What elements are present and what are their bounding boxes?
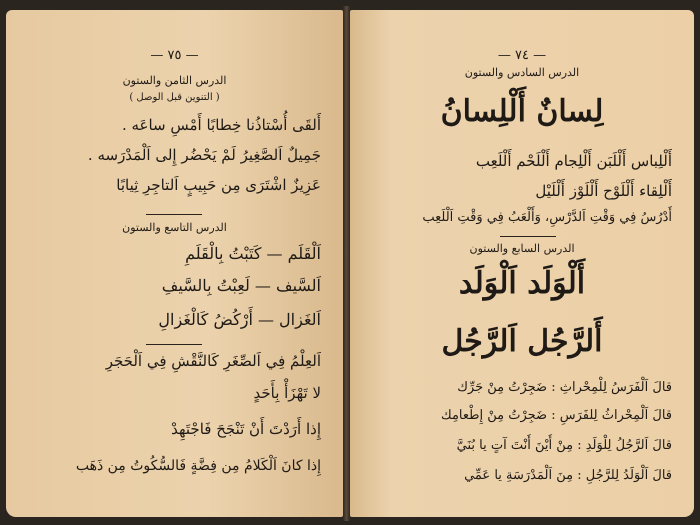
text-line: اَلسَّيف — لَعِبْتُ بِالسَّيفِ	[161, 276, 321, 295]
divider	[500, 236, 556, 237]
page-number: — ٧٥ —	[150, 48, 199, 63]
text-line: قالَ اَلْوَلَدُ لِلرَّجُلِ : مِنَ اَلْمَدْرَسَةِ يا عَمِّي	[464, 468, 672, 483]
text-line: قالَ اَلْمِحْراثُ لِلفَرَسِ : ضَجِرْتُ مِنْ إِطْعامِك	[441, 408, 672, 423]
right-page	[350, 10, 694, 517]
text-line: أَدْرُسُ فِي وَقْتِ اَلدَّرْسِ، وَأَلْعَبُ فِي وَقْتِ اَلْلَعِب	[422, 210, 672, 225]
text-line: إِذا كانَ اَلْكَلامُ مِن فِضَّةٍ فَالسُّكُوتُ مِن ذَهَب	[75, 458, 321, 474]
left-page	[6, 10, 343, 517]
text-line: أَلْلِباس أَلْلَبَن أَلْلِجام أَلْلَحْم أَلْلَعِب	[475, 152, 672, 170]
lesson-67-heading-1: أَلْوَلَد اَلْوَلَد	[458, 266, 586, 301]
lesson-66-title: الدرس السادس والستون	[464, 66, 580, 79]
text-line: أَلْلِقاء أَلْلَوْح أَلْلَوْز أَلْلَيْل	[535, 182, 672, 200]
text-line: جَمِيلٌ اَلصَّغِيرُ لَمْ يَحْضُر إِلى اَلْمَدْرَسه .	[87, 146, 321, 164]
lesson-69-title: الدرس التاسع والستون	[122, 221, 227, 234]
text-line: اَلغَزال — أَرْكُضُ كَالْغَزالِ	[158, 310, 321, 329]
lesson-68-subtitle: ( التنوين قبل الوصل )	[129, 92, 220, 103]
text-line: لا تَهْزَأْ بِأَحَدٍ	[253, 384, 321, 402]
text-line: اَلْقَلَم — كَتَبْتُ بِالْقَلَمِ	[185, 244, 321, 263]
text-line: قالَ اَلْفَرَسُ لِلْمِحْراثِ : ضَجِرْتُ مِنْ جَرِّك	[457, 380, 672, 395]
lesson-67-heading-2: أَلرَّجُل اَلرَّجُل	[441, 324, 603, 359]
text-line: أَلقَى أُسْتاذُنا خِطابًا أَمْسِ ساعَه .	[121, 116, 321, 134]
text-line: قالَ اَلرَّجُلُ لِلْوَلَدِ : مِنْ أَيْنَ أَنْتَ آتٍ يا بُنَيَّ	[456, 438, 672, 453]
divider	[146, 214, 202, 215]
text-line: إِذا أَرَدْتَ أَنْ تَنْجَحَ فَاجْتَهِدْ	[171, 420, 321, 438]
page-number: — ٧٤ —	[497, 48, 547, 63]
book-spine	[343, 6, 350, 521]
lesson-67-title: الدرس السابع والستون	[469, 242, 575, 255]
lesson-66-heading: لِسانٌ أَلْلِسانُ	[440, 94, 604, 129]
text-line: عَزِيزٌ اشْتَرَى مِن حَبِيبٍ اَلتاجِرِ ثِيابًا	[116, 176, 321, 194]
lesson-68-title: الدرس الثامن والستون	[122, 74, 227, 87]
text-line: اَلعِلْمُ فِي اَلصِّغَرِ كَالنَّقْشِ فِي اَلْحَجَرِ	[105, 352, 321, 370]
divider	[146, 344, 202, 345]
